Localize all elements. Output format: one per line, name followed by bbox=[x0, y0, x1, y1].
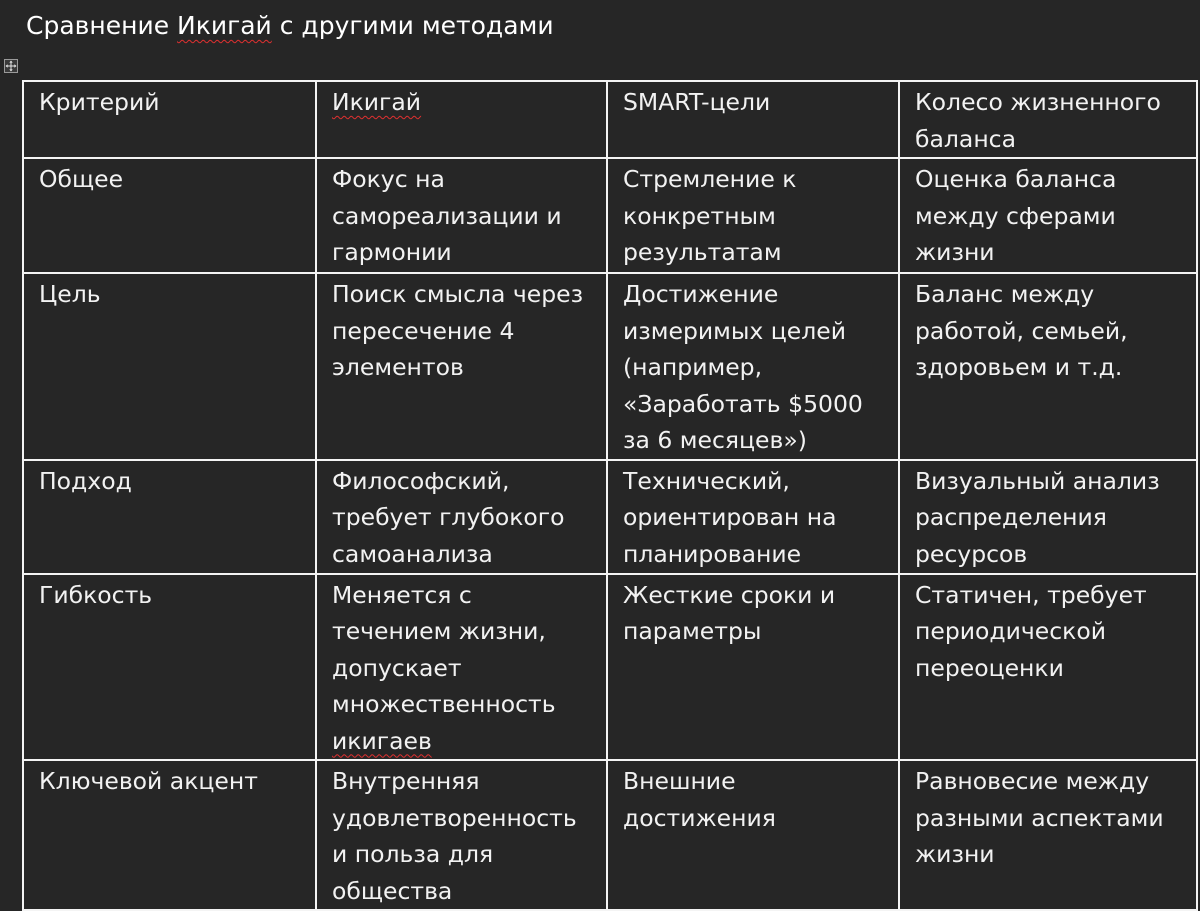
table-row bbox=[23, 158, 1197, 273]
ikigai-cell: Внутренняя удовлетворенность и польза для общества bbox=[316, 760, 607, 910]
balance-wheel-cell: Визуальный анализ распределения ресурсов bbox=[899, 460, 1197, 574]
title-prefix: Сравнение bbox=[26, 11, 178, 40]
header-cell-smart: SMART-цели bbox=[607, 81, 899, 158]
ikigai-cell: Фокус на самореализации и гармонии bbox=[316, 158, 607, 273]
table-row bbox=[23, 574, 1197, 761]
ikigai-cell: Поиск смысла через пересечение 4 элементов bbox=[316, 273, 607, 460]
smart-cell: Стремление к конкретным результатам bbox=[607, 158, 899, 273]
criterion-cell: Подход bbox=[23, 460, 316, 574]
criterion-cell: Гибкость bbox=[23, 574, 316, 761]
title-spellcheck-word: Икигай bbox=[177, 11, 272, 40]
table-row bbox=[23, 460, 1197, 574]
header-cell-criterion: Критерий bbox=[23, 81, 316, 158]
table-row bbox=[23, 760, 1197, 910]
move-arrows-icon[interactable] bbox=[4, 59, 18, 73]
table-row bbox=[23, 273, 1197, 460]
balance-wheel-cell: Равновесие между разными аспектами жизни bbox=[899, 760, 1197, 910]
criterion-cell: Ключевой акцент bbox=[23, 760, 316, 910]
smart-cell: Технический, ориентирован на планирование bbox=[607, 460, 899, 574]
header-ikigai-label: Икигай bbox=[332, 88, 422, 116]
ikigai-flex-text: Меняется с течением жизни, допускает множественность bbox=[332, 580, 556, 718]
title-suffix: с другими методами bbox=[271, 11, 554, 40]
balance-wheel-cell: Оценка баланса между сферами жизни bbox=[899, 158, 1197, 273]
document-title bbox=[26, 9, 554, 43]
balance-wheel-cell: Баланс между работой, семьей, здоровьем и т.д. bbox=[899, 273, 1197, 460]
comparison-table bbox=[22, 80, 1198, 911]
smart-cell: Внешние достижения bbox=[607, 760, 899, 910]
criterion-cell: Цель bbox=[23, 273, 316, 460]
ikigai-cell: Философский, требует глубокого самоанализа bbox=[316, 460, 607, 574]
smart-cell: Жесткие сроки и параметры bbox=[607, 574, 899, 761]
criterion-cell: Общее bbox=[23, 158, 316, 273]
header-cell-ikigai bbox=[316, 81, 607, 158]
ikigai-cell bbox=[316, 574, 607, 761]
smart-cell: Достижение измеримых целей (например, «Заработать $5000 за 6 месяцев») bbox=[607, 273, 899, 460]
table-header-row bbox=[23, 81, 1197, 158]
ikigai-flex-spellcheck-word: икигаев bbox=[332, 726, 432, 755]
header-cell-balance-wheel: Колесо жизненного баланса bbox=[899, 81, 1197, 158]
balance-wheel-cell: Статичен, требует периодической переоценки bbox=[899, 574, 1197, 761]
